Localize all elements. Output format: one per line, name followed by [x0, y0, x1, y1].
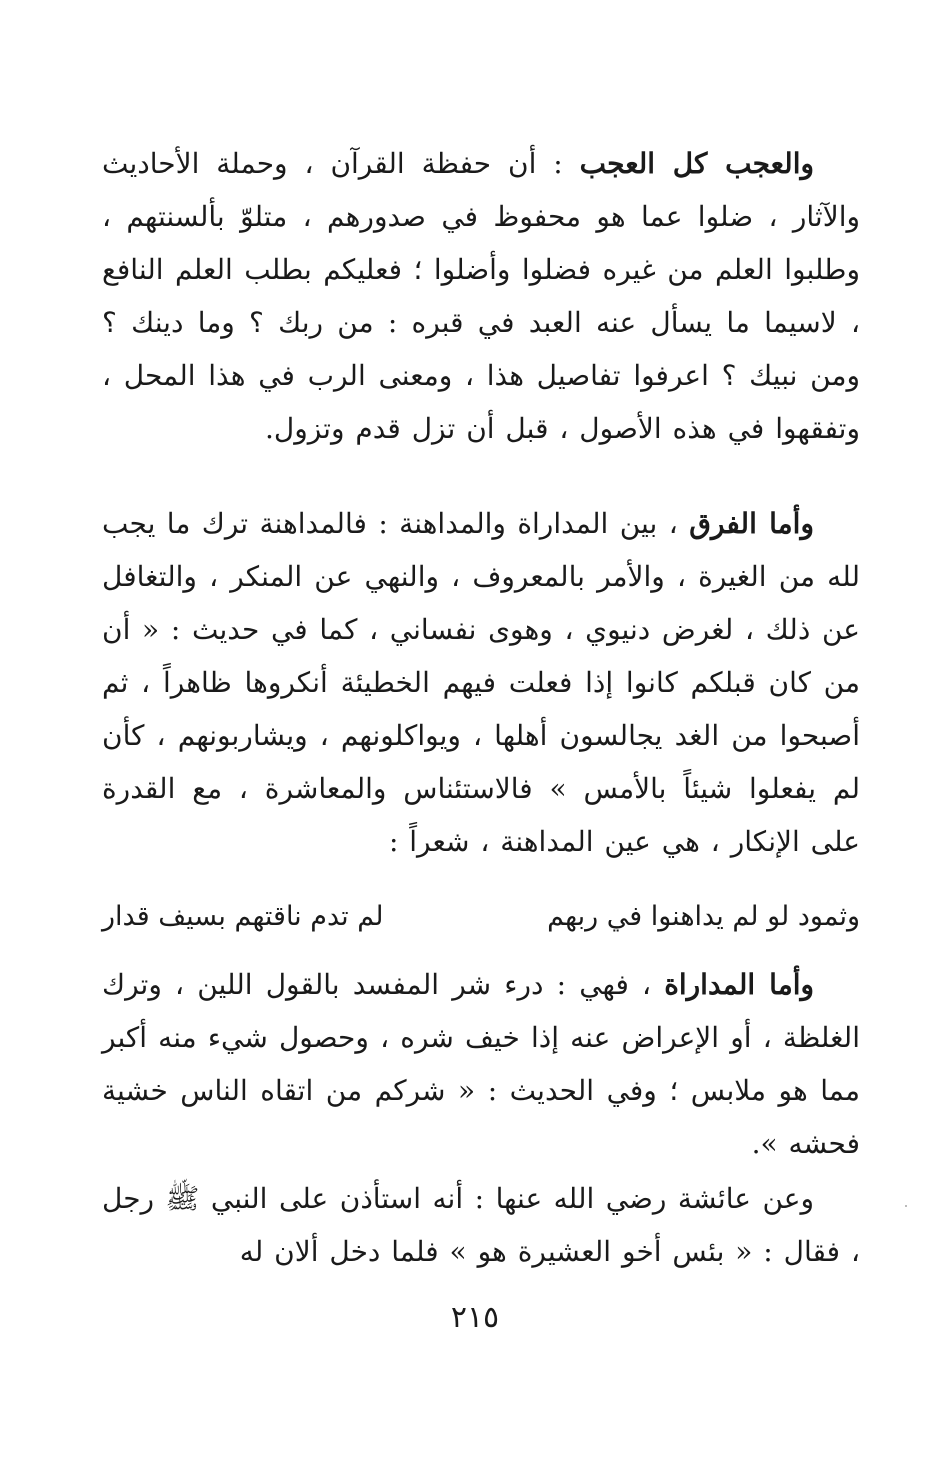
paragraph-text: وعن عائشة رضي الله عنها : أنه استأذن على النبي ﷺ رجل ، فقال : « بئس أخو العشيرة هو » فلما دخل ألان له — [102, 1182, 860, 1268]
paragraph-aisha — [102, 1172, 860, 1278]
paragraph-mudarat — [102, 958, 860, 1170]
paragraph-lead: وأما المداراة — [664, 968, 814, 1001]
paragraph-text: ، بين المداراة والمداهنة : فالمداهنة ترك ما يجب لله من الغيرة ، والأمر بالمعروف ، والنهي عن المنكر ، والتغافل عن ذلك ، لغرض دنيوي ، وهوى نفساني ، كما في حديث : « أن من كان قبلكم كانوا إذا فعلت فيهم الخطيئة أنكروها ظاهراً ، ثم أصبحوا من الغد يجالسون أهلها ، ويواكلونهم ، ويشاربونهم ، كأن لم يفعلوا شيئاً بالأمس » فالاستئناس والمعاشرة ، مع القدرة على الإنكار ، هي عين المداهنة ، شعراً : — [102, 507, 860, 858]
page-number: ٢١٥ — [450, 1300, 500, 1335]
scan-speck — [905, 1205, 907, 1207]
paragraph-text: : أن حفظة القرآن ، وحملة الأحاديث والآثار ، ضلوا عما هو محفوظ في صدورهم ، متلوّ بألسنتهم ، وطلبوا العلم من غيره فضلوا وأضلوا ؛ فعليكم بطلب العلم النافع ، لاسيما ما يسأل عنه العبد في قبره : من ربك ؟ وما دينك ؟ ومن نبيك ؟ اعرفوا تفاصيل هذا ، ومعنى الرب في هذا المحل ، وتفقهوا في هذه الأصول ، قبل أن تزل قدم وتزول. — [102, 147, 860, 445]
poem-verse — [102, 889, 860, 945]
verse-second-hemistich: لم تدم ناقتهم بسيف قدار — [102, 901, 384, 932]
verse-first-hemistich: وثمود لو لم يداهنوا في ربهم — [547, 901, 860, 932]
paragraph-wonder — [102, 137, 860, 455]
paragraph-lead: وأما الفرق — [689, 507, 814, 540]
paragraph-text: ، فهي : درء شر المفسد بالقول اللين ، وترك الغلظة ، أو الإعراض عنه إذا خيف شره ، وحصول شيء منه أكبر مما هو ملابس ؛ وفي الحديث : « شركم من اتقاه الناس خشية فحشه ». — [102, 968, 860, 1160]
paragraph-difference — [102, 497, 860, 868]
paragraph-lead: والعجب كل العجب — [579, 147, 814, 180]
